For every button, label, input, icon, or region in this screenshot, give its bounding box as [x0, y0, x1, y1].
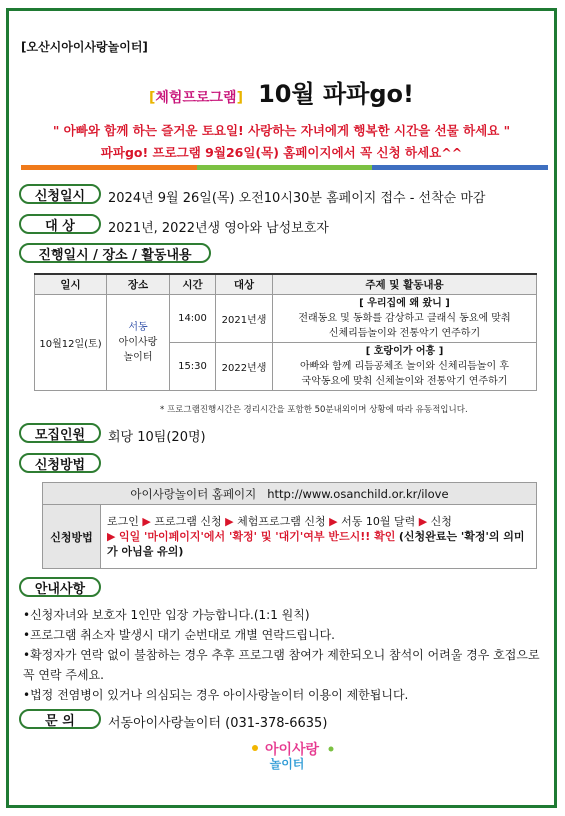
- color-bar: [21, 165, 548, 170]
- arrow-right-icon: ▶: [142, 515, 151, 528]
- arrow-right-icon: ▶: [225, 515, 234, 528]
- capacity-label: 모집인원: [19, 423, 101, 443]
- cell-time: 14:00: [170, 294, 216, 342]
- color-bar-green: [197, 165, 373, 170]
- step-program: 프로그램 신청: [154, 515, 222, 528]
- apply-table: [42, 482, 537, 569]
- logo-dot-icon: [252, 745, 258, 751]
- arrow-right-icon: ▶: [329, 515, 338, 528]
- bracket-open: [: [149, 90, 156, 106]
- step-experience: 체험프로그램 신청: [237, 515, 326, 528]
- step-confirm: 익일 '마이페이지'에서 '확정' 및 '대기'여부 반드시!! 확인: [118, 530, 396, 543]
- list-item: •프로그램 취소자 발생시 대기 순번대로 개별 연락드립니다.: [23, 628, 335, 642]
- col-place: 장소: [107, 274, 170, 294]
- program-desc-2: 신체리듬놀이와 전통악기 연주하기: [328, 327, 481, 339]
- color-bar-blue: [372, 165, 548, 170]
- cell-content: [273, 294, 537, 342]
- contact-label: 문 의: [19, 709, 101, 729]
- arrow-right-icon: ▶: [107, 530, 116, 543]
- notice: 파파go! 프로그램 9월26일(목) 홈페이지에서 꼭 신청 하세요^^: [100, 145, 463, 160]
- apply-date-label: 신청일시: [19, 184, 101, 204]
- color-bar-orange: [21, 165, 197, 170]
- homepage-url-cell[interactable]: [43, 483, 537, 505]
- program-desc-1: 아빠와 함께 리듬공체조 놀이와 신체리듬놀이 후: [299, 360, 510, 372]
- step-calendar: 서동 10월 달력: [341, 515, 416, 528]
- table-row: [43, 483, 537, 505]
- col-content: 주제 및 활동내용: [273, 274, 537, 294]
- capacity-value: 회당 10팀(20명): [108, 430, 206, 445]
- program-title: [ 우리집에 왜 왔니 ]: [359, 297, 450, 309]
- col-time: 시간: [170, 274, 216, 294]
- table-row: [43, 505, 537, 569]
- title-row: [13, 74, 550, 109]
- apply-steps: [101, 505, 537, 569]
- cell-time: 15:30: [170, 342, 216, 390]
- bracket-close: ]: [236, 90, 243, 106]
- logo-line-1: 아이사랑: [264, 742, 320, 758]
- step-apply: 신청: [430, 515, 452, 528]
- cell-content: [273, 342, 537, 390]
- apply-method-label: 신청방법: [43, 505, 101, 569]
- list-item: •법정 전염병이 있거나 의심되는 경우 아이사랑놀이터 이용이 제한됩니다.: [23, 688, 409, 702]
- place-line-1: 서동: [128, 321, 148, 333]
- program-desc-1: 전래동요 및 동화를 감상하고 클래식 동요에 맞춰: [298, 312, 511, 324]
- program-desc-2: 국악동요에 맞춰 신체놀이와 전통악기 연주하기: [301, 375, 508, 387]
- apply-date-value: 2024년 9월 26일(목) 오전10시30분 홈페이지 접수 - 선착순 마감: [108, 191, 486, 206]
- schedule-footnote: * 프로그램진행시간은 경리시간을 포함한 50분내외이며 상황에 따라 유동적입니다.: [160, 405, 468, 415]
- target-value: 2021년, 2022년생 영아와 남성보호자: [108, 221, 329, 236]
- target-label: 대 상: [19, 214, 101, 234]
- col-date: 일시: [35, 274, 107, 294]
- step-login: 로그인: [107, 515, 139, 528]
- guide-list: [23, 605, 548, 705]
- cell-date: 10월12일(토): [35, 294, 107, 390]
- logo-line-2: 놀이터: [269, 757, 305, 771]
- contact-value: 서동아이사랑놀이터 (031-378-6635): [108, 716, 328, 731]
- slogan: " 아빠와 함께 하는 즐거운 토요일! 사랑하는 자녀에게 행복한 시간을 선물 하세요 ": [52, 123, 511, 138]
- place-line-2: 아이사랑: [118, 336, 158, 348]
- col-target: 대상: [216, 274, 273, 294]
- homepage-url-link[interactable]: http://www.osanchild.or.kr/ilove: [267, 486, 449, 501]
- arrow-right-icon: ▶: [418, 515, 428, 528]
- program-title: [ 호랑이가 어흥 ]: [365, 345, 444, 357]
- list-item: •신청자녀와 보호자 1인만 입장 가능합니다.(1:1 원칙): [23, 608, 310, 622]
- place-line-3: 놀이터: [123, 351, 153, 363]
- cell-place: [107, 294, 170, 390]
- method-label: 신청방법: [19, 453, 101, 473]
- schedule-table: [34, 273, 537, 391]
- cell-target: 2021년생: [216, 294, 273, 342]
- page-title: 10월 파파go!: [258, 80, 414, 108]
- category-label: 체험프로그램: [155, 90, 237, 106]
- list-item: •확정자가 연락 없이 불참하는 경우 추후 프로그램 참여가 제한되오니 참석이 어려울 경우 호접으로 꼭 연락 주세요.: [23, 648, 540, 682]
- homepage-label: 아이사랑놀이터 홈페이지: [130, 486, 257, 501]
- org-name: [오산시아이사랑놀이터]: [21, 40, 148, 54]
- aisarang-playground-logo-icon: [237, 740, 347, 772]
- schedule-label: 진행일시 / 장소 / 활동내용: [19, 243, 211, 263]
- logo-dot-icon: [329, 747, 334, 752]
- logo-svg: [237, 740, 347, 772]
- guide-label: 안내사항: [19, 577, 101, 597]
- step-confirm-note: (신청완료는 '확정'의 의미가 아님을 유의): [107, 530, 525, 558]
- cell-target: 2022년생: [216, 342, 273, 390]
- table-row: [35, 294, 537, 342]
